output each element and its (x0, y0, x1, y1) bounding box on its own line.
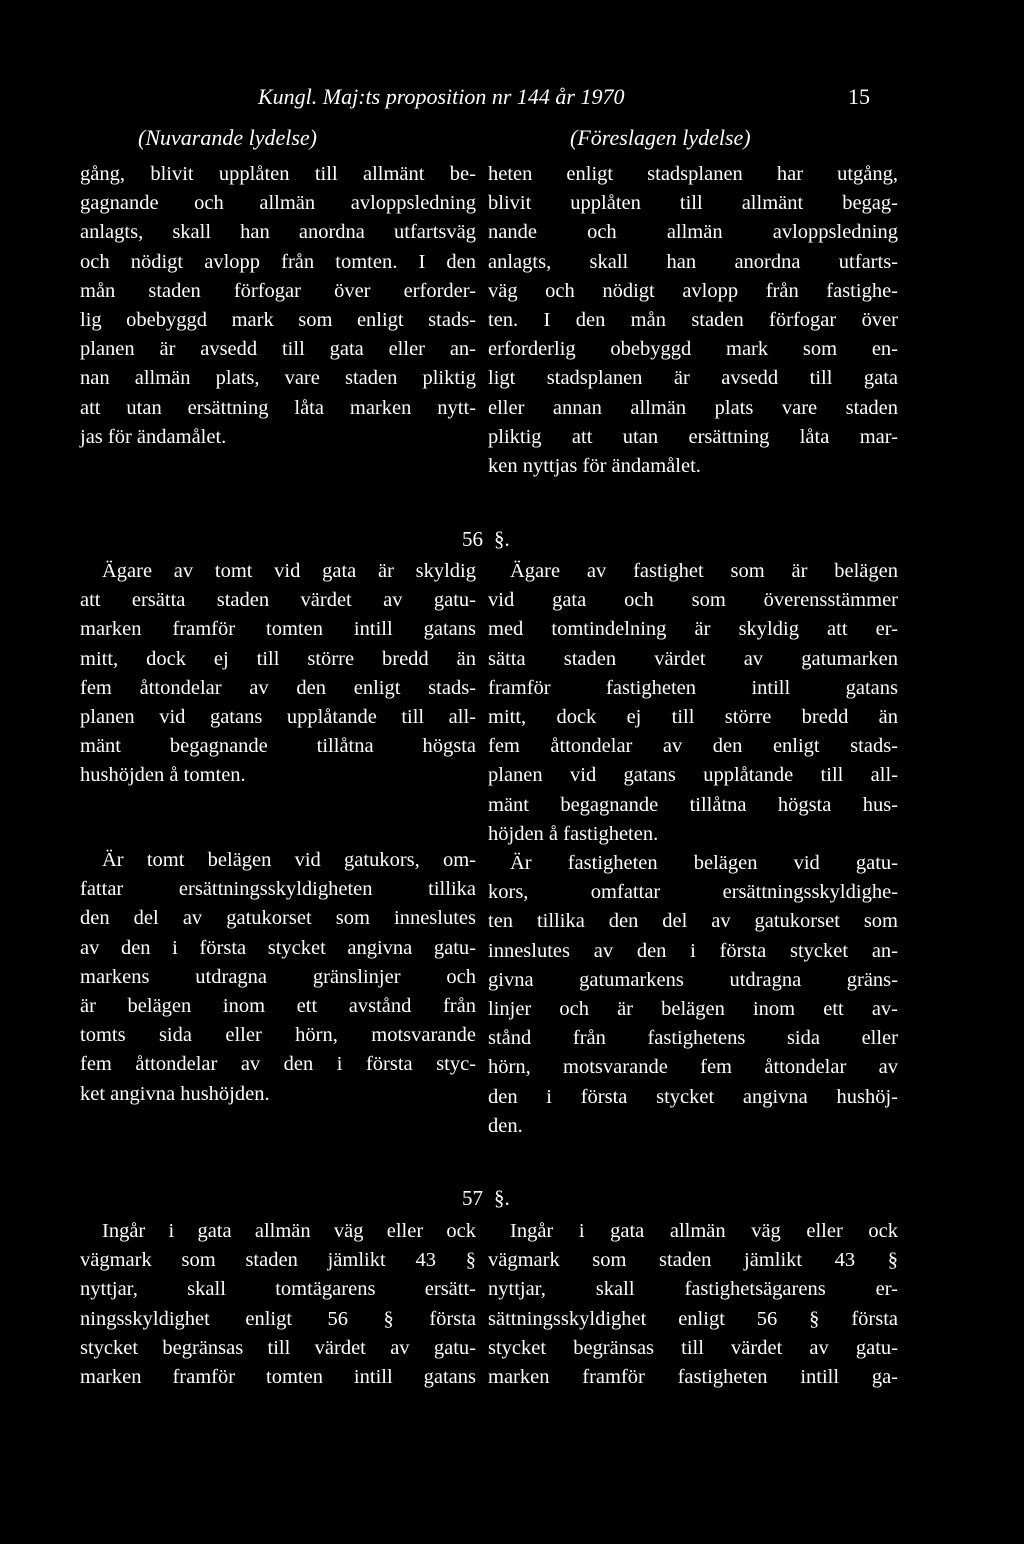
text-line: givna gatumarkens utdragna gräns- (488, 968, 898, 991)
right-paragraph-3 (488, 849, 898, 1141)
text-line: vid gata och som överensstämmer (488, 589, 898, 612)
text-line: ligt stadsplanen är avsedd till gata (488, 367, 898, 390)
text-line: tomts sida eller hörn, motsvarande (80, 1024, 476, 1047)
text-line: lig obebyggd mark som enligt stads- (80, 309, 476, 332)
text-line: hushöjden å tomten. (80, 764, 246, 787)
text-line: den del av gatukorset som inneslutes (80, 907, 476, 930)
text-line: mitt, dock ej till större bredd än (488, 706, 898, 729)
left-column-label: (Nuvarande lydelse) (138, 125, 317, 150)
text-line: fem åttondelar av den i första styc- (80, 1053, 476, 1076)
text-line: planen är avsedd till gata eller an- (80, 338, 476, 361)
text-line: heten enligt stadsplanen har utgång, (488, 163, 898, 185)
text-line: linjer och är belägen inom ett av- (488, 998, 898, 1021)
text-line: sättningsskyldighet enligt 56 § första (488, 1307, 898, 1330)
left-paragraph-2 (80, 557, 476, 791)
section-symbol: §. (494, 1186, 510, 1210)
text-line: fattar ersättningsskyldigheten tillika (80, 878, 476, 901)
text-line: framför fastigheten intill gatans (488, 676, 898, 699)
text-line: är belägen inom ett avstånd från (80, 995, 476, 1018)
text-line: höjden å fastigheten. (488, 822, 659, 845)
text-line: jas för ändamålet. (80, 425, 227, 448)
text-line: pliktig att utan ersättning låta mar- (488, 425, 898, 448)
text-line: den. (488, 1114, 523, 1137)
text-line: mänt begagnande tillåtna högsta hus- (488, 793, 898, 816)
text-line: stycket begränsas till värdet av gatu- (80, 1336, 476, 1359)
text-line: mån staden förfogar över erforder- (80, 279, 476, 302)
page-header (0, 84, 1024, 116)
text-line: ten. I den mån staden förfogar över (488, 309, 898, 332)
text-line: stycket begränsas till värdet av gatu- (488, 1336, 898, 1359)
section-number: 57 (462, 1186, 483, 1210)
section-number: 56 (462, 527, 483, 551)
text-line: eller annan allmän plats vare staden (488, 396, 898, 419)
text-line: vägmark som staden jämlikt 43 § (80, 1249, 476, 1272)
text-line: Är fastigheten belägen vid gatu- (510, 852, 898, 874)
left-paragraph-3 (80, 846, 476, 1109)
text-line: blivit upplåten till allmänt begag- (488, 192, 898, 215)
text-line: kors, omfattar ersättningsskyldighe- (488, 881, 898, 904)
text-line: anlagts, skall han anordna utfarts- (488, 250, 898, 273)
text-line: Ingår i gata allmän väg eller ock (102, 1220, 476, 1242)
text-line: fem åttondelar av den enligt stads- (80, 676, 476, 699)
text-line: väg och nödigt avlopp från fastighe- (488, 279, 898, 302)
right-paragraph-4 (488, 1217, 898, 1392)
left-paragraph-1 (80, 160, 476, 452)
section-symbol: §. (494, 527, 510, 551)
text-line: Ägare av fastighet som är belägen (510, 560, 898, 582)
text-line: erforderlig obebyggd mark som en- (488, 338, 898, 361)
text-line: vägmark som staden jämlikt 43 § (488, 1249, 898, 1272)
text-line: att ersätta staden värdet av gatu- (80, 589, 476, 612)
text-line: anlagts, skall han anordna utfartsväg (80, 221, 476, 244)
text-line: mitt, dock ej till större bredd än (80, 647, 476, 670)
text-line: markens utdragna gränslinjer och (80, 965, 476, 988)
text-line: hörn, motsvarande fem åttondelar av (488, 1056, 898, 1079)
text-line: nande och allmän avloppsledning (488, 221, 898, 244)
text-line: av den i första stycket angivna gatu- (80, 936, 476, 959)
text-line: och nödigt avlopp från tomten. I den (80, 250, 476, 273)
text-line: inneslutes av den i första stycket an- (488, 939, 898, 962)
text-line: nyttjar, skall fastighetsägarens er- (488, 1278, 898, 1301)
text-line: marken framför tomten intill gatans (80, 618, 476, 641)
text-line: ten tillika den del av gatukorset som (488, 910, 898, 933)
right-paragraph-2 (488, 557, 898, 849)
text-line: marken framför fastigheten intill ga- (488, 1366, 898, 1389)
text-line: Ingår i gata allmän väg eller ock (510, 1220, 898, 1242)
text-line: gagnande och allmän avloppsledning (80, 192, 476, 215)
text-line: nyttjar, skall tomtägarens ersätt- (80, 1278, 476, 1301)
text-line: den i första stycket angivna hushöj- (488, 1085, 898, 1108)
text-line: med tomtindelning är skyldig att er- (488, 618, 898, 641)
text-line: planen vid gatans upplåtande till all- (488, 764, 898, 787)
text-line: stånd från fastighetens sida eller (488, 1027, 898, 1050)
text-line: att utan ersättning låta marken nytt- (80, 396, 476, 419)
text-line: ken nyttjas för ändamålet. (488, 455, 701, 478)
right-column-label: (Föreslagen lydelse) (570, 125, 751, 150)
text-line: sätta staden värdet av gatumarken (488, 647, 898, 670)
text-line: marken framför tomten intill gatans (80, 1366, 476, 1389)
text-line: ningsskyldighet enligt 56 § första (80, 1307, 476, 1330)
text-line: gång, blivit upplåten till allmänt be- (80, 163, 476, 185)
document-title: Kungl. Maj:ts proposition nr 144 år 1970 (258, 84, 625, 109)
text-line: planen vid gatans upplåtande till all- (80, 706, 476, 729)
left-paragraph-4 (80, 1217, 476, 1392)
page-number: 15 (848, 84, 870, 109)
text-line: nan allmän plats, vare staden pliktig (80, 367, 476, 390)
right-paragraph-1 (488, 160, 898, 481)
text-line: ket angivna hushöjden. (80, 1082, 270, 1105)
text-line: Är tomt belägen vid gatukors, om- (102, 849, 476, 871)
text-line: mänt begagnande tillåtna högsta (80, 735, 476, 758)
text-line: Ägare av tomt vid gata är skyldig (102, 560, 476, 582)
text-line: fem åttondelar av den enligt stads- (488, 735, 898, 758)
